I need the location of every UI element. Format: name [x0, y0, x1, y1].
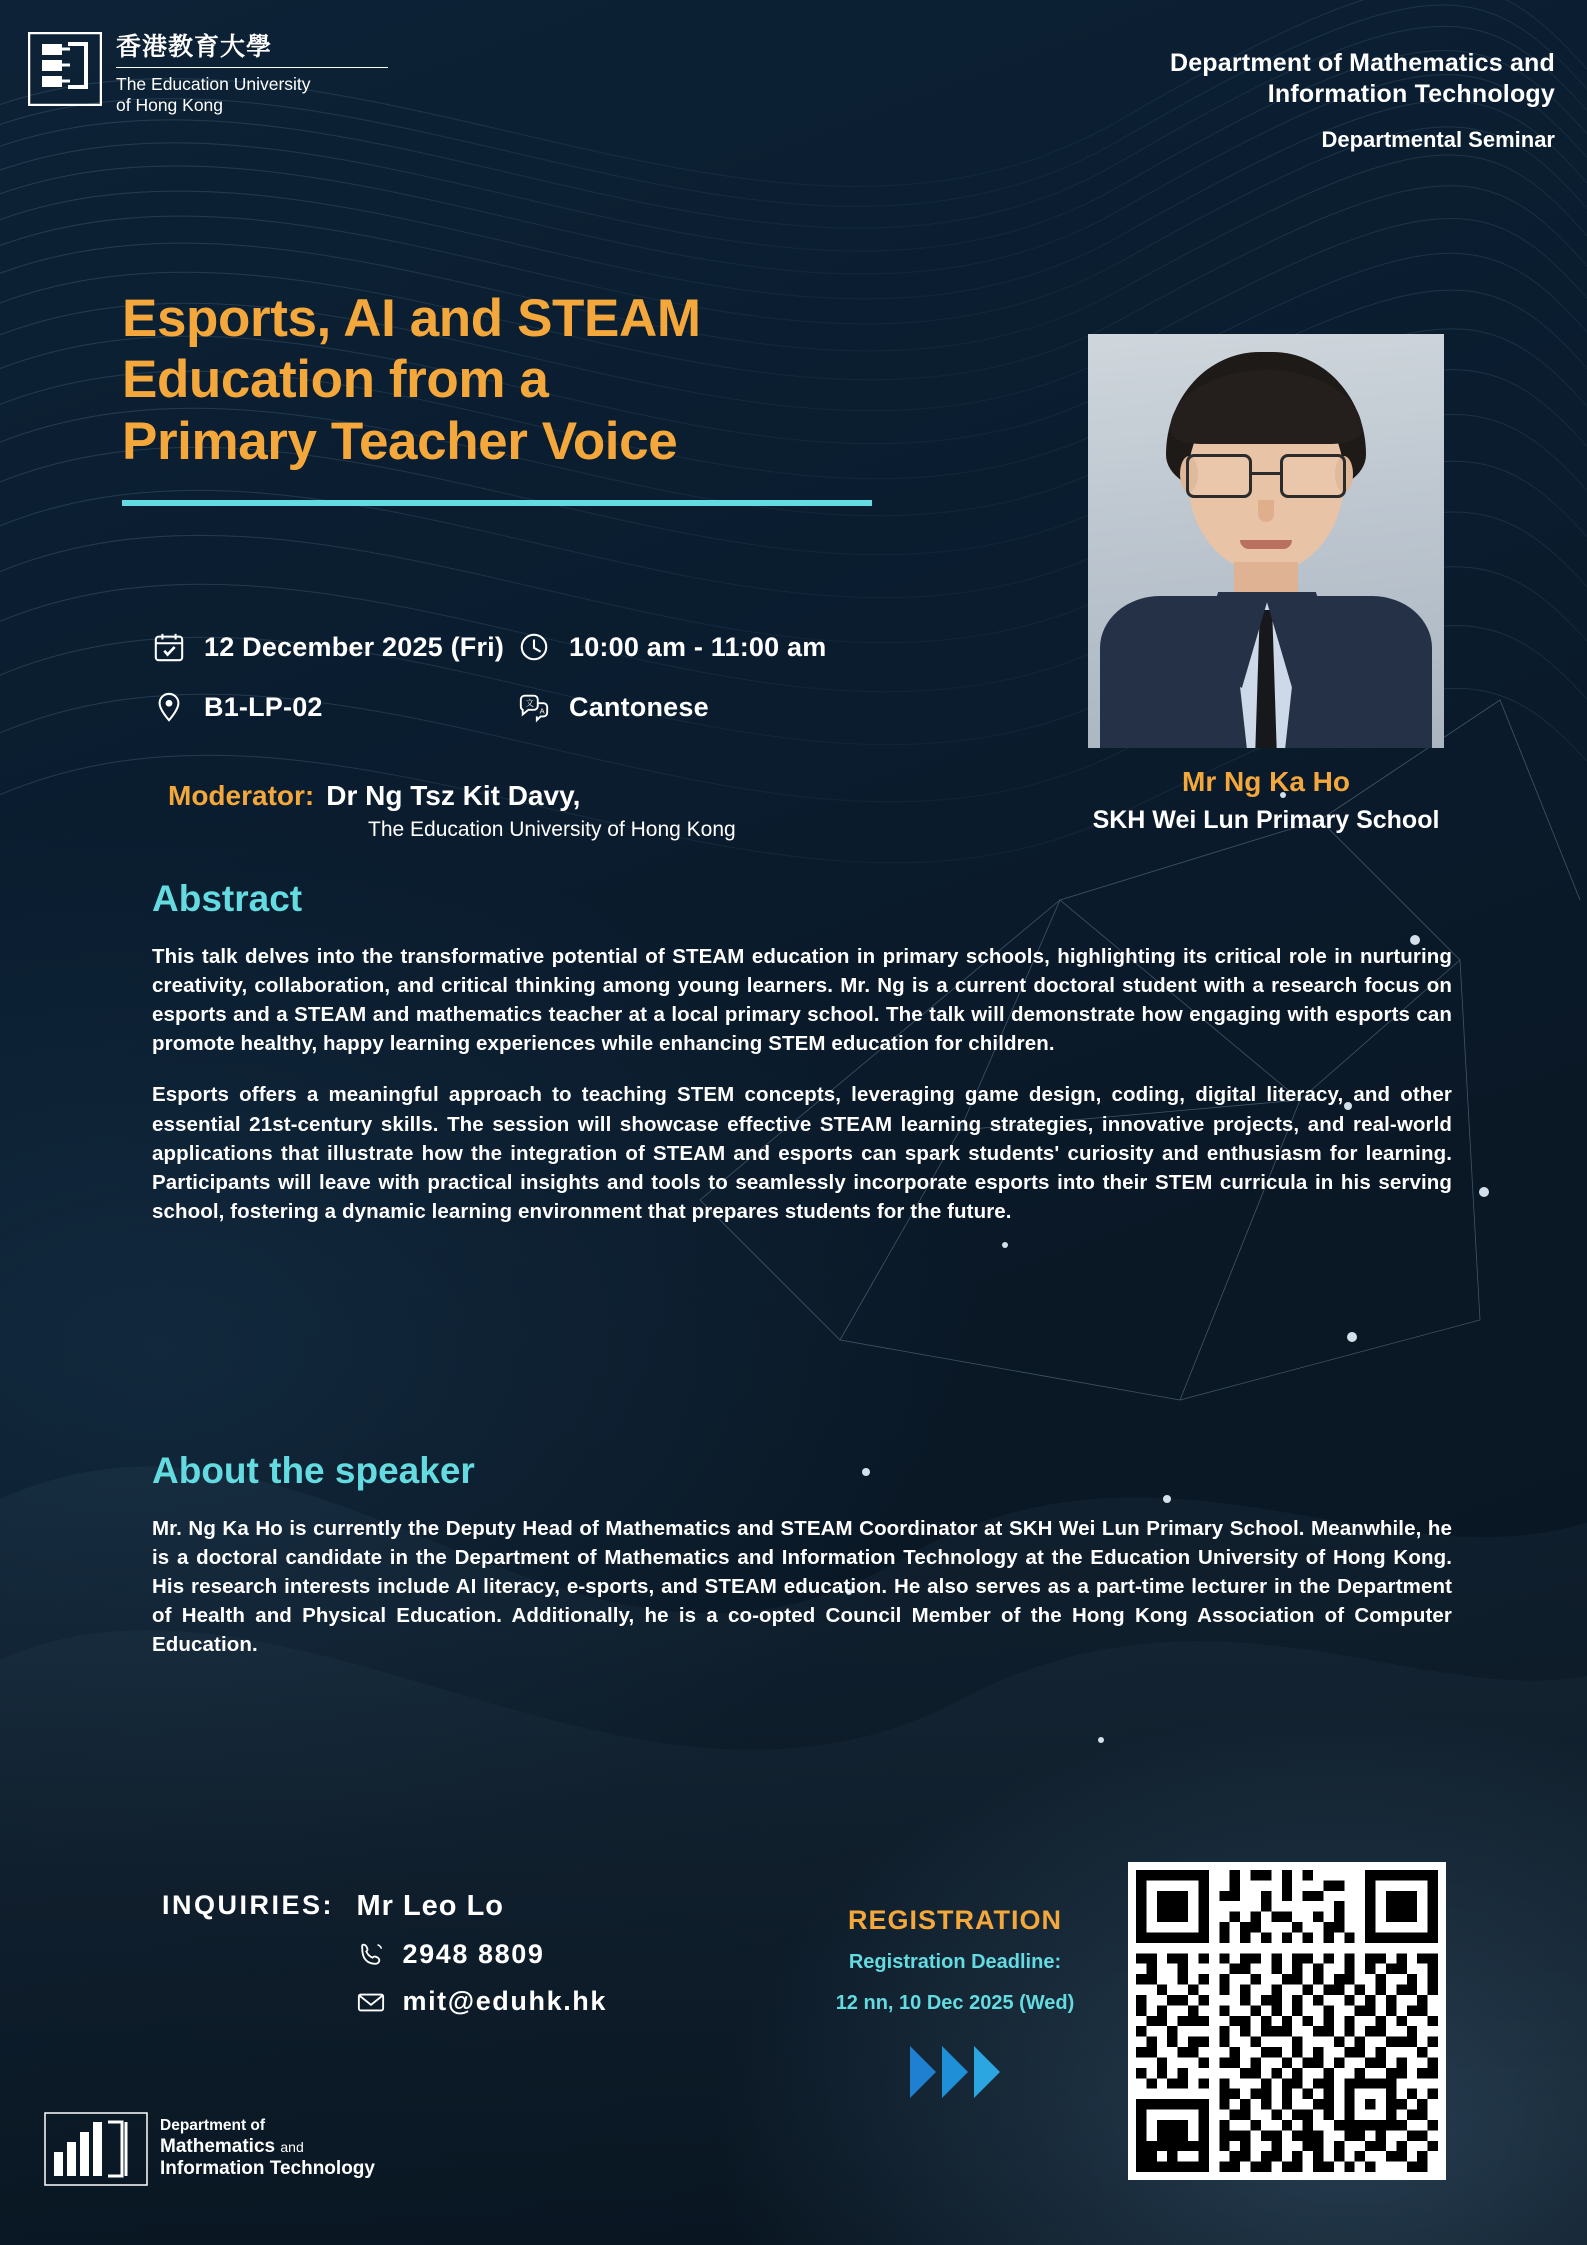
title-underline	[122, 500, 872, 506]
poster-title-block	[122, 288, 982, 506]
department-block	[1170, 48, 1555, 153]
registration-deadline-line2: 12 nn, 10 Dec 2025 (Wed)	[835, 1992, 1075, 2014]
speaker-photo	[1088, 334, 1444, 748]
location-pin-icon	[152, 690, 186, 724]
mit-logo-line1: Department of	[160, 2117, 266, 2135]
envelope-icon	[356, 1987, 386, 2017]
inquiries-email-row[interactable]	[356, 1986, 607, 2017]
mit-monogram-icon	[44, 2112, 148, 2186]
chevron-right-arrows-icon	[805, 2046, 1105, 2098]
registration-title: REGISTRATION	[848, 1905, 1062, 1935]
event-language-text: Cantonese	[569, 691, 709, 722]
title-line-2: Education from a	[122, 350, 549, 410]
event-time-text: 10:00 am - 11:00 am	[569, 631, 827, 662]
about-speaker-paragraph: Mr. Ng Ka Ho is currently the Deputy Head of Mathematics and STEAM Coordinator at SKH Wei Lun Primary School. Meanwhile, he is a doctoral candidate in the Department of Mathematics and Information Technology at the Education University of Hong Kong. His research interests include AI literacy, e-sports, and STEAM education. He also serves as a part-time lecturer in the Department of Health and Physical Education. Additionally, he is a co-opted Council Member of the Hong Kong Association of Computer Education.	[152, 1517, 1452, 1657]
qr-code-image[interactable]	[1136, 1870, 1438, 2172]
moderator-affiliation: The Education University of Hong Kong	[368, 818, 736, 841]
registration-deadline-line1: Registration Deadline:	[848, 1951, 1062, 1973]
registration-block	[805, 1905, 1105, 2098]
event-details	[152, 630, 1082, 750]
speaker-name: Mr Ng Ka Ho	[1182, 766, 1350, 797]
event-venue	[152, 690, 517, 724]
speech-bubble-icon	[517, 690, 551, 724]
event-language	[517, 690, 709, 724]
seminar-label: Departmental Seminar	[1321, 127, 1555, 152]
eduhk-logo-text	[116, 32, 388, 117]
abstract-section	[152, 878, 1452, 1226]
registration-qr-code[interactable]	[1128, 1862, 1446, 2180]
moderator-name: Dr Ng Tsz Kit Davy,	[326, 780, 581, 811]
mit-logo-line3: Information Technology	[160, 2158, 375, 2180]
mit-logo-line2-small: and	[280, 2138, 304, 2155]
abstract-paragraph-2: Esports offers a meaningful approach to teaching STEM concepts, leveraging game design, coding, digital literacy, and other essential 21st-century skills. The session will showcase effective STEAM learning strategies, innovative projects, and real-world applications that illustrate how the integration of STEAM and esports can spark students' curiosity and enthusiasm for learning. Participants will leave with practical insights and tools to seamlessly incorporate esports into their STEM curricula in his serving school, fostering a dynamic learning environment that prepares students for the future.	[152, 1083, 1452, 1223]
logo-divider	[116, 67, 388, 69]
inquiries-email[interactable]: mit@eduhk.hk	[402, 1986, 608, 2016]
eduhk-name-chinese: 香港教育大學	[116, 33, 273, 61]
eduhk-logo	[28, 32, 388, 117]
abstract-heading: Abstract	[152, 878, 303, 919]
calendar-icon	[152, 630, 186, 664]
event-details-row-1	[152, 630, 1082, 664]
speaker-organisation: SKH Wei Lun Primary School	[1092, 806, 1440, 834]
inquiries-phone-row	[356, 1939, 607, 1970]
inquiries-contact-name: Mr Leo Lo	[356, 1890, 505, 1922]
event-date-text: 12 December 2025 (Fri)	[204, 631, 505, 662]
about-speaker-heading: About the speaker	[152, 1450, 475, 1491]
eduhk-name-english-1: The Education University	[116, 74, 311, 94]
event-time	[517, 630, 826, 664]
inquiries-label: INQUIRIES:	[162, 1890, 335, 1920]
title-line-1: Esports, AI and STEAM	[122, 289, 701, 348]
svg-text:文: 文	[525, 698, 535, 709]
inquiries-phone: 2948 8809	[402, 1939, 545, 1969]
mit-department-logo	[44, 2112, 375, 2186]
event-date	[152, 630, 517, 664]
inquiries-block	[162, 1890, 607, 2017]
svg-text:A: A	[539, 706, 545, 716]
department-name-line2: Information Technology	[1267, 79, 1555, 108]
speaker-block	[1088, 334, 1444, 835]
moderator-block	[168, 780, 1048, 842]
event-details-row-2	[152, 690, 1082, 724]
clock-icon	[517, 630, 551, 664]
about-speaker-section	[152, 1450, 1452, 1660]
department-name-line1: Department of Mathematics and	[1169, 49, 1555, 77]
eduhk-name-english-2: of Hong Kong	[116, 95, 224, 116]
mit-logo-line2: Mathematics	[160, 2135, 276, 2157]
title-line-3: Primary Teacher Voice	[122, 411, 678, 471]
mit-logo-text	[160, 2117, 375, 2180]
event-venue-text: B1-LP-02	[204, 691, 323, 722]
poster-header	[0, 0, 1587, 195]
moderator-label: Moderator:	[168, 780, 315, 811]
eduhk-logo-mark	[28, 32, 102, 106]
phone-icon	[356, 1940, 386, 1970]
abstract-paragraph-1: This talk delves into the transformative potential of STEAM education in primary schools, highlighting its critical role in nurturing creativity, collaboration, and critical thinking among young learners. Mr. Ng is a current doctoral student with a research focus on esports and a STEAM and mathematics teacher at a local primary school. The talk will demonstrate how engaging with esports can promote healthy, happy learning experiences while enhancing STEM education for children.	[152, 945, 1452, 1056]
